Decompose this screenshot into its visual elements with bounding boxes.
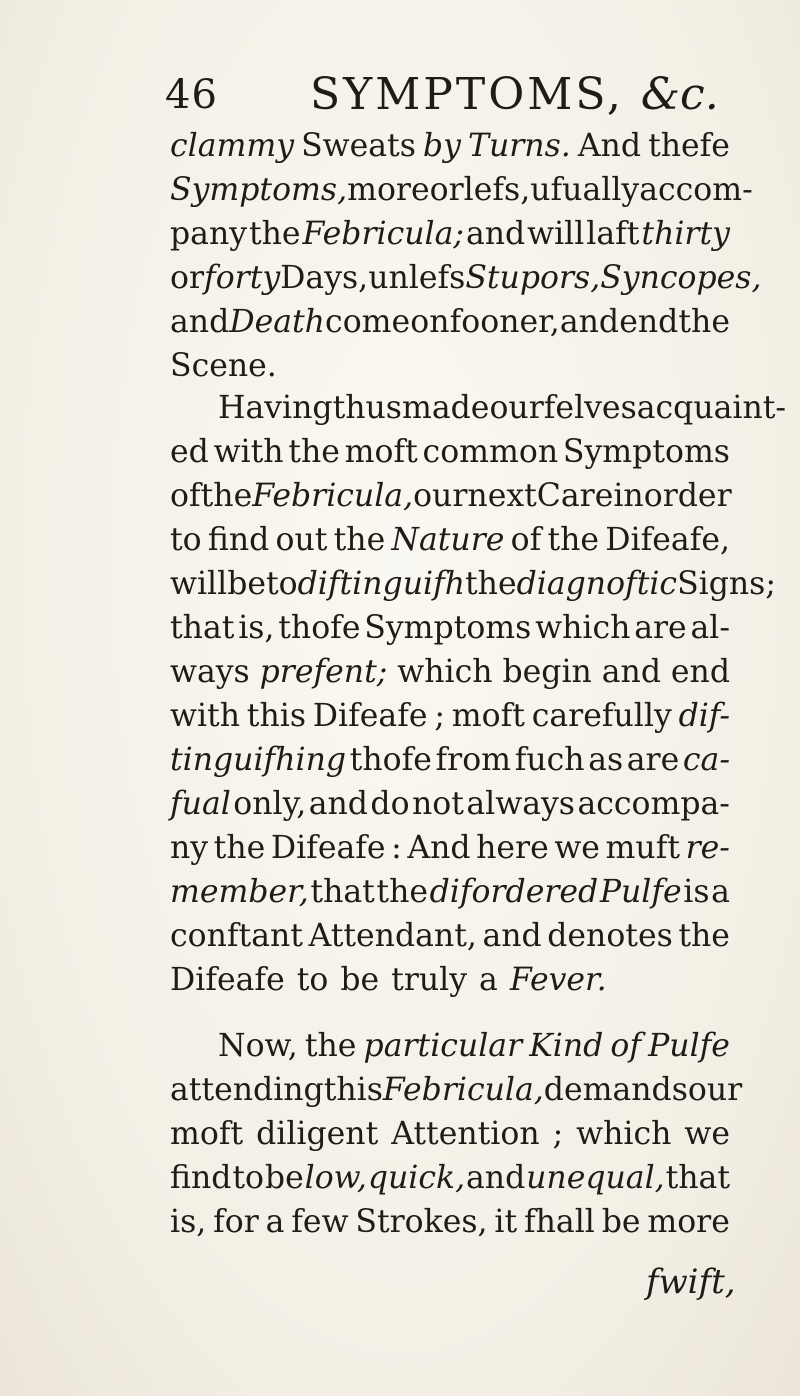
word: Difeafe, — [605, 522, 730, 558]
word: and — [308, 786, 368, 822]
line-words — [170, 1156, 730, 1200]
word: few — [291, 1204, 349, 1240]
paragraph-1 — [170, 124, 762, 388]
word: Days, — [280, 260, 369, 296]
word: quick, — [367, 1160, 466, 1196]
text-line — [170, 212, 730, 256]
word: find — [207, 522, 270, 558]
word: fooner, — [449, 304, 560, 340]
line-words — [170, 474, 730, 518]
word: always — [466, 786, 575, 822]
text-line — [170, 1112, 730, 1156]
word: conftant — [170, 918, 303, 954]
word: not — [412, 786, 464, 822]
word: the — [547, 522, 600, 558]
text-line — [170, 1068, 743, 1112]
word: on — [410, 304, 450, 340]
word: which — [535, 610, 631, 646]
word: : — [391, 830, 402, 866]
word: the — [333, 522, 386, 558]
line-words — [170, 300, 730, 344]
line-words — [170, 1024, 730, 1068]
line-words — [170, 1200, 730, 1244]
line-words — [170, 562, 776, 606]
word: are — [634, 610, 687, 646]
word: the — [465, 566, 517, 602]
word: ca- — [682, 742, 730, 778]
text-line — [170, 124, 730, 168]
word: and — [601, 654, 661, 690]
word: thofe — [278, 610, 361, 646]
word: we — [554, 830, 600, 866]
word: from — [435, 742, 512, 778]
word: carefully — [531, 698, 672, 734]
text-line — [170, 168, 753, 212]
word: Febricula; — [302, 216, 464, 252]
word: is, — [170, 1204, 207, 1240]
word: Sweats — [301, 128, 416, 164]
word: fhall — [523, 1204, 595, 1240]
word: Febricula, — [382, 1072, 544, 1108]
word: is, — [238, 610, 275, 646]
word: member, — [170, 874, 309, 910]
word: unlefs — [368, 260, 466, 296]
word: Now, — [218, 1028, 298, 1064]
word: diagnoftic — [516, 566, 678, 602]
word: thus — [332, 390, 402, 426]
word: thofe — [349, 742, 432, 778]
word: which — [576, 1116, 672, 1152]
text-line — [170, 1156, 730, 1200]
word: the — [200, 478, 253, 514]
word: difordered — [429, 874, 599, 910]
line-words — [170, 694, 730, 738]
word: diligent — [256, 1116, 379, 1152]
word: accom- — [639, 172, 753, 208]
catchword: fwift, — [646, 1262, 736, 1302]
line-words — [170, 124, 730, 168]
word: Syncopes, — [600, 260, 762, 296]
line-words — [170, 518, 730, 562]
word: and — [559, 304, 620, 340]
word: forty — [204, 260, 281, 296]
text-line — [170, 738, 730, 782]
word: re- — [685, 830, 730, 866]
line-words — [170, 650, 730, 694]
word: our — [687, 1072, 743, 1108]
word: Fever. — [509, 962, 607, 998]
line-words — [170, 1068, 743, 1112]
word: laft — [586, 216, 640, 252]
word: Scene. — [170, 348, 277, 384]
word: made — [401, 390, 490, 426]
running-head — [165, 68, 725, 122]
word: next — [467, 478, 537, 514]
word: Nature — [391, 522, 505, 558]
line-words — [170, 386, 787, 430]
word: Strokes, — [355, 1204, 488, 1240]
word: with — [170, 698, 240, 734]
word: the — [248, 216, 301, 252]
word: and — [466, 1160, 526, 1196]
word: end — [670, 654, 730, 690]
word: particular — [363, 1028, 523, 1064]
word: low, — [304, 1160, 367, 1196]
word: are — [626, 742, 680, 778]
word: the — [678, 918, 730, 954]
word: to — [170, 522, 202, 558]
line-words — [170, 738, 730, 782]
word: Having — [218, 390, 333, 426]
word: a — [265, 1204, 285, 1240]
word: for — [213, 1204, 259, 1240]
text-line — [170, 782, 730, 826]
word: thirty — [641, 216, 730, 252]
word: Care — [536, 478, 614, 514]
word: begin — [502, 654, 592, 690]
word: Symptoms, — [170, 172, 348, 208]
word: ; — [434, 698, 445, 734]
word: common — [422, 434, 559, 470]
text-line — [170, 606, 730, 650]
word: Death — [229, 304, 325, 340]
word: and — [482, 918, 542, 954]
word: or — [170, 260, 205, 296]
word: in — [613, 478, 644, 514]
text-line — [170, 344, 730, 388]
word: Difeafe — [312, 698, 428, 734]
word: lefs, — [463, 172, 531, 208]
line-words — [170, 1112, 730, 1156]
word: a — [711, 874, 730, 910]
word: attending — [170, 1072, 324, 1108]
word: that — [170, 610, 235, 646]
word: we — [684, 1116, 730, 1152]
word: is — [683, 874, 710, 910]
word: Pulfe — [599, 874, 682, 910]
running-title-tail: &c. — [640, 69, 719, 120]
word: moft — [451, 698, 525, 734]
word: more — [347, 172, 430, 208]
line-words — [170, 212, 730, 256]
word: be — [601, 1204, 641, 1240]
running-title — [310, 68, 719, 122]
line-words — [170, 958, 730, 1002]
word: as — [588, 742, 624, 778]
word: clammy — [170, 128, 295, 164]
text-line — [170, 386, 787, 430]
word: to — [266, 566, 298, 602]
word: thefe — [648, 128, 730, 164]
word: by — [422, 128, 461, 164]
word: find — [170, 1160, 232, 1196]
word: of — [170, 478, 201, 514]
word: ny — [170, 830, 209, 866]
paragraph-2 — [170, 386, 787, 1002]
word: pany — [170, 216, 248, 252]
word: and — [170, 304, 230, 340]
word: that — [310, 874, 375, 910]
word: ourfelves — [489, 390, 637, 426]
word: Difeafe — [270, 830, 386, 866]
text-line — [170, 914, 730, 958]
word: Attendant, — [308, 918, 477, 954]
text-line — [170, 694, 730, 738]
word: Febricula, — [252, 478, 414, 514]
word: be — [340, 962, 380, 998]
word: end — [619, 304, 679, 340]
text-line — [170, 1024, 730, 1068]
word: truly — [391, 962, 468, 998]
word: this — [323, 1072, 383, 1108]
word: accompa- — [577, 786, 730, 822]
word: of — [510, 522, 542, 558]
word: fuch — [514, 742, 585, 778]
line-words — [170, 826, 730, 870]
word: fual — [170, 786, 231, 822]
word: ed — [170, 434, 209, 470]
word: and — [465, 216, 526, 252]
word: more — [647, 1204, 730, 1240]
word: al- — [690, 610, 730, 646]
line-words — [170, 606, 730, 650]
word: unequal, — [526, 1160, 665, 1196]
word: tinguifhing — [170, 742, 347, 778]
word: denotes — [547, 918, 673, 954]
word: only, — [233, 786, 307, 822]
word: the — [304, 1028, 357, 1064]
word: Pulfe — [648, 1028, 730, 1064]
text-line — [170, 562, 776, 606]
word: the — [288, 434, 340, 470]
word: the — [678, 304, 730, 340]
text-line — [170, 474, 730, 518]
text-line — [170, 958, 730, 1002]
word: with — [213, 434, 284, 470]
text-line — [170, 518, 730, 562]
word: be — [264, 1160, 304, 1196]
word: Turns. — [467, 128, 571, 164]
word: our — [413, 478, 468, 514]
word: Signs; — [677, 566, 776, 602]
word: out — [275, 522, 328, 558]
line-words — [170, 256, 762, 300]
word: of — [610, 1028, 641, 1064]
word: a — [479, 962, 498, 998]
line-words — [170, 430, 730, 474]
word: Symptoms — [562, 434, 730, 470]
word: will — [527, 216, 585, 252]
word: diftinguifh — [297, 566, 466, 602]
page-number: 46 — [165, 72, 218, 118]
word: to — [232, 1160, 264, 1196]
word: the — [376, 874, 428, 910]
paragraph-3 — [170, 1024, 743, 1244]
word: to — [296, 962, 329, 998]
word: ; — [552, 1116, 564, 1152]
word: moft — [170, 1116, 244, 1152]
word: which — [397, 654, 493, 690]
word: ufually — [530, 172, 640, 208]
line-words — [170, 782, 730, 826]
text-line — [170, 430, 730, 474]
word: here — [476, 830, 549, 866]
word: or — [429, 172, 464, 208]
word: the — [213, 830, 266, 866]
word: do — [370, 786, 410, 822]
text-line — [170, 650, 730, 694]
word: And — [407, 830, 471, 866]
word: muft — [605, 830, 681, 866]
line-words — [170, 344, 730, 388]
word: this — [246, 698, 306, 734]
word: dif- — [678, 698, 730, 734]
word: Kind — [529, 1028, 604, 1064]
word: prefent; — [259, 654, 388, 690]
word: that — [665, 1160, 730, 1196]
text-line — [170, 256, 762, 300]
word: ways — [170, 654, 250, 690]
line-words — [170, 914, 730, 958]
line-words — [170, 168, 753, 212]
word: order — [643, 478, 732, 514]
word: Symptoms — [364, 610, 532, 646]
word: will — [170, 566, 228, 602]
word: Difeafe — [170, 962, 285, 998]
word: come — [325, 304, 411, 340]
word: Attention — [391, 1116, 540, 1152]
line-words — [170, 870, 730, 914]
word: it — [494, 1204, 518, 1240]
word: moft — [344, 434, 418, 470]
word: be — [227, 566, 266, 602]
text-line — [170, 870, 730, 914]
running-title-main: SYMPTOMS, — [310, 69, 624, 120]
word: Stupors, — [465, 260, 601, 296]
word: And — [577, 128, 642, 164]
word: demands — [543, 1072, 688, 1108]
text-line — [170, 300, 730, 344]
word: acquaint- — [636, 390, 787, 426]
text-line — [170, 1200, 730, 1244]
text-line — [170, 826, 730, 870]
